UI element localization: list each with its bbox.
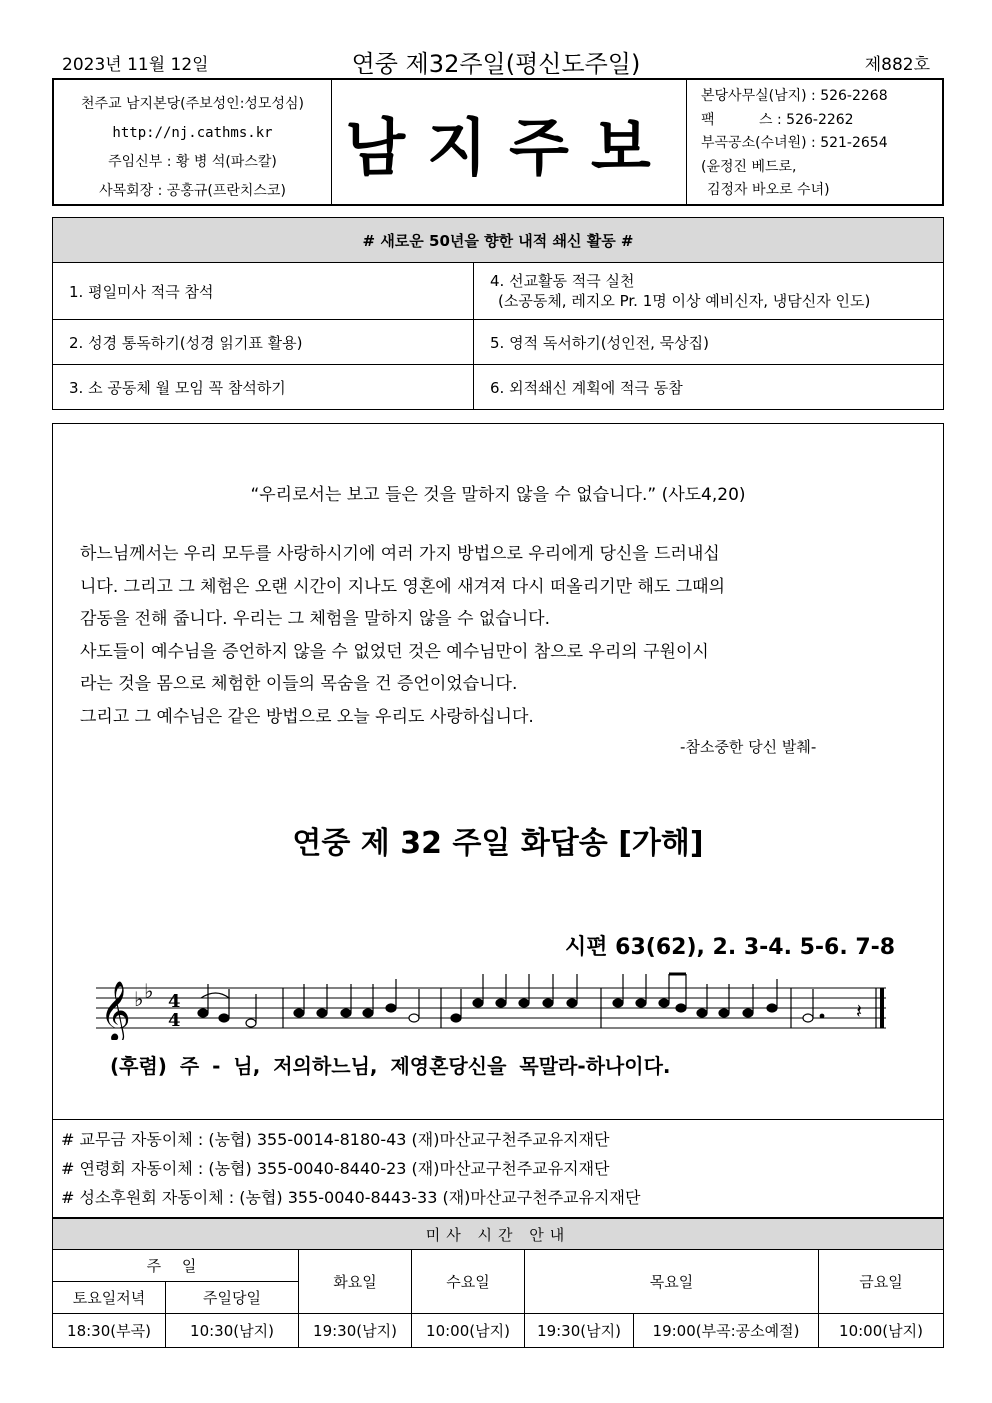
reflection-line: 그리고 그 예수님은 같은 방법으로 오늘 우리도 사랑하십니다.	[80, 706, 534, 727]
notes	[198, 974, 882, 1028]
friday-header: 금요일	[819, 1250, 944, 1314]
treble-clef-icon: 𝄞	[100, 981, 131, 1040]
transfer-line: # 성소후원회 자동이체 : (농협) 355-0040-8443-33 (재)마산교구천주교유지재단	[61, 1188, 641, 1207]
office-phone: 본당사무실(남지) : 526-2268	[701, 88, 888, 104]
renewal-item: 6. 외적쇄신 계획에 적극 동참	[474, 365, 944, 410]
pastor: 주임신부 : 황 병 석(파스칼)	[108, 154, 277, 170]
issue-date: 2023년 11월 12일	[62, 55, 209, 75]
mass-time: 18:30(부곡)	[53, 1314, 166, 1348]
parish-name: 천주교 남지본당(주보성인:성모성심)	[81, 96, 304, 112]
reflection-source: -참소중한 당신 발췌-	[680, 738, 817, 756]
bulletin-title: 연중 제32주일(평신도주일)	[351, 50, 641, 78]
reflection-text	[80, 538, 920, 733]
reflection-line: 라는 것을 몸으로 체험한 이들의 목숨을 건 증언이었습니다.	[80, 674, 518, 694]
mass-time: 10:30(남지)	[166, 1314, 299, 1348]
renewal-heading: # 새로운 50년을 향한 내적 쇄신 활동 #	[53, 218, 944, 263]
flat-icon: ♭	[134, 987, 144, 1011]
parish-info	[54, 80, 332, 204]
nuns-line-1: (윤정진 베드로,	[701, 158, 797, 175]
psalm-lyrics: (후렴) 주 - 님, 저의하느님, 제영혼당신을 목말라-하나이다.	[110, 1054, 671, 1078]
renewal-item-detail: (소공동체, 레지오 Pr. 1명 이상 예비신자, 냉담신자 인도)	[498, 292, 871, 310]
music-score	[96, 970, 896, 1040]
mass-time: 10:00(남지)	[412, 1314, 525, 1348]
reflection-line: 하느님께서는 우리 모두를 사랑하시기에 여러 가지 방법으로 우리에게 당신을 드러내십	[80, 544, 720, 564]
parish-url[interactable]: http://nj.cathms.kr	[112, 125, 273, 141]
mass-time: 19:30(남지)	[299, 1314, 412, 1348]
psalm-reference: 시편 63(62), 2. 3-4. 5-6. 7-8	[565, 935, 896, 960]
bulletin-logo: 남지주보	[332, 80, 687, 204]
reflection-line: 니다. 그리고 그 체험은 오랜 시간이 지나도 영혼에 새겨져 다시 떠올리기만 해도 그때의	[80, 576, 726, 597]
svg-text:𝄽: 𝄽	[856, 999, 863, 1023]
tuesday-header: 화요일	[299, 1250, 412, 1314]
time-signature: 4	[168, 1010, 181, 1031]
renewal-table	[52, 217, 944, 410]
issue-number: 제882호	[864, 55, 930, 75]
renewal-item	[474, 263, 944, 320]
branch-phone: 부곡공소(수녀원) : 521-2654	[701, 135, 888, 151]
transfer-line: # 연령회 자동이체 : (농협) 355-0040-8440-23 (재)마산교구천주교유지재단	[61, 1159, 610, 1178]
sunday-day-header: 주일당일	[166, 1282, 299, 1314]
renewal-item-title: 4. 선교활동 적극 실천	[490, 272, 635, 290]
chairman: 사목회장 : 공홍규(프란치스코)	[99, 183, 286, 199]
time-signature: 4	[168, 991, 181, 1012]
transfer-line: # 교무금 자동이체 : (농협) 355-0014-8180-43 (재)마산교구천주교유지재단	[61, 1130, 610, 1149]
fax-number: 팩 스 : 526-2262	[701, 111, 854, 128]
nuns-line-2: 김정자 바오로 수녀)	[707, 182, 830, 198]
sunday-header: 주 일	[53, 1250, 299, 1282]
scripture-quote: “우리로서는 보고 들은 것을 말하지 않을 수 없습니다.” (사도4,20)	[250, 485, 746, 505]
mass-schedule-table	[52, 1218, 944, 1348]
mass-time: 19:30(남지)	[525, 1314, 634, 1348]
renewal-item: 3. 소 공동체 월 모임 꼭 참석하기	[53, 365, 474, 410]
reflection-line: 감동을 전해 줍니다. 우리는 그 체험을 말하지 않을 수 없습니다.	[80, 609, 550, 629]
renewal-item: 1. 평일미사 적극 참석	[53, 263, 474, 320]
reflection-line: 사도들이 예수님을 증언하지 않을 수 없었던 것은 예수님만이 참으로 우리의 구원이시	[80, 641, 709, 662]
renewal-item: 2. 성경 통독하기(성경 읽기표 활용)	[53, 320, 474, 365]
contact-info	[687, 80, 942, 204]
flat-icon: ♭	[144, 979, 154, 1003]
renewal-item: 5. 영적 독서하기(성인전, 묵상집)	[474, 320, 944, 365]
mass-schedule-heading: 미사 시간 안내	[53, 1219, 944, 1250]
masthead	[52, 78, 944, 206]
wednesday-header: 수요일	[412, 1250, 525, 1314]
mass-time: 10:00(남지)	[819, 1314, 944, 1348]
thursday-header: 목요일	[525, 1250, 819, 1314]
mass-time: 19:00(부곡:공소예절)	[634, 1314, 819, 1348]
auto-transfer-info	[52, 1119, 944, 1218]
psalm-title: 연중 제 32 주일 화답송 [가해]	[292, 826, 704, 861]
saturday-evening-header: 토요일저녁	[53, 1282, 166, 1314]
